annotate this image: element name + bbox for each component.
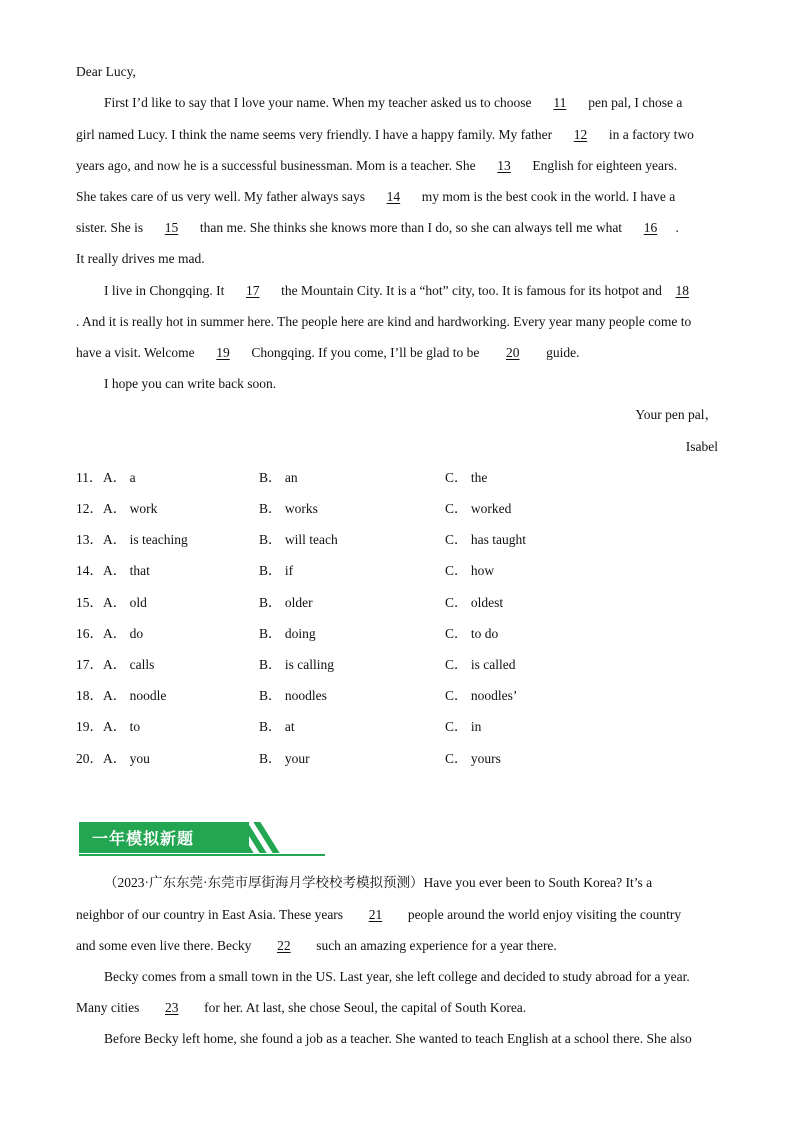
option-c: C． is called [445,657,516,672]
blank-21: 21 [368,907,383,922]
option-a: A． that [103,563,150,578]
letter-p1-line3: years ago, and now he is a successful businessman. Mom is a teacher. She 13 English for eighteen years. [76,156,718,176]
blank-18: 18 [675,283,689,298]
passage2-line3: and some even live there. Becky 22 such an amazing experience for a year there. [76,936,718,956]
blank-12: 12 [573,127,588,142]
option-a: A． work [103,501,158,516]
section-title: 一年模拟新题 [92,829,195,848]
question-number: 11． [76,470,103,485]
letter-p1-line6: It really drives me mad. [76,251,205,266]
question-number: 20． [76,751,103,766]
letter-p1-line2: girl named Lucy. I think the name seems very friendly. I have a happy family. My father 12 in a factory two [76,125,718,145]
letter-signature: Isabel [685,439,718,454]
question-number: 15． [76,595,103,610]
question-number: 12． [76,501,103,516]
letter-p2-line2: . And it is really hot in summer here. The people here are kind and hardworking. Every year many people come to [76,314,692,329]
option-c: C． noodles’ [445,688,518,703]
blank-20: 20 [505,345,520,360]
section-banner [79,822,325,856]
option-a: A． old [103,595,147,610]
passage2-line6: Before Becky left home, she found a job as a teacher. She wanted to teach English at a school there. She also [104,1031,692,1046]
option-a: A． do [103,626,144,641]
option-c: C． the [445,470,488,485]
question-number: 16． [76,626,103,641]
option-b: B． at [259,719,295,734]
option-a: A． a [103,470,136,485]
option-c: C． how [445,563,495,578]
option-c: C． worked [445,501,512,516]
option-c: C． has taught [445,532,526,547]
option-a: A． calls [103,657,155,672]
letter-p1-line1: First I’d like to say that I love your name. When my teacher asked us to choose 11 pen pal, I chose a [104,93,718,113]
letter-p1-line4: She takes care of us very well. My father always says 14 my mom is the best cook in the world. I have a [76,187,718,207]
blank-17: 17 [246,283,260,298]
question-number: 19． [76,719,103,734]
option-b: B． noodles [259,688,327,703]
letter-p2-line3: have a visit. Welcome 19 Chongqing. If you come, I’ll be glad to be 20 guide. [76,343,718,363]
letter-greeting: Dear Lucy, [76,64,136,79]
question-number: 18． [76,688,103,703]
letter-p3: I hope you can write back soon. [104,376,277,391]
question-number: 13． [76,532,103,547]
blank-13: 13 [497,158,511,173]
question-number: 14． [76,563,103,578]
blank-16: 16 [643,220,658,235]
letter-p1-line5: sister. She is 15 than me. She thinks she knows more than I do, so she can always tell me what 16 . [76,218,718,238]
banner-underline [79,854,325,856]
option-b: B． an [259,470,298,485]
option-c: C． in [445,719,482,734]
option-b: B． will teach [259,532,338,547]
blank-15: 15 [164,220,179,235]
passage2-line4: Becky comes from a small town in the US. Last year, she left college and decided to study abroad for a year. [104,969,690,984]
option-c: C． yours [445,751,501,766]
option-b: B． is calling [259,657,334,672]
option-a: A． noodle [103,688,167,703]
blank-19: 19 [216,345,230,360]
option-b: B． works [259,501,318,516]
option-a: A． is teaching [103,532,188,547]
blank-23: 23 [165,1000,179,1015]
blank-14: 14 [386,189,401,204]
option-b: B． doing [259,626,316,641]
option-a: A． you [103,751,150,766]
blank-11: 11 [553,95,567,110]
option-b: B． your [259,751,310,766]
letter-closing: Your pen pal， [635,407,718,422]
option-c: C． oldest [445,595,504,610]
option-b: B． older [259,595,313,610]
option-c: C． to do [445,626,499,641]
option-a: A． to [103,719,141,734]
passage2-line2: neighbor of our country in East Asia. These years 21 people around the world enjoy visiting the country [76,905,718,925]
blank-22: 22 [277,938,291,953]
question-number: 17． [76,657,103,672]
passage2-line1: （2023·广东东莞·东莞市厚街海月学校校考模拟预测）Have you ever been to South Korea? It’s a [104,875,653,890]
passage2-line5: Many cities 23 for her. At last, she chose Seoul, the capital of South Korea. [76,998,718,1018]
option-b: B． if [259,563,294,578]
letter-p2-line1: I live in Chongqing. It 17 the Mountain City. It is a “hot” city, too. It is famous for its hotpot and 18 [104,281,718,301]
